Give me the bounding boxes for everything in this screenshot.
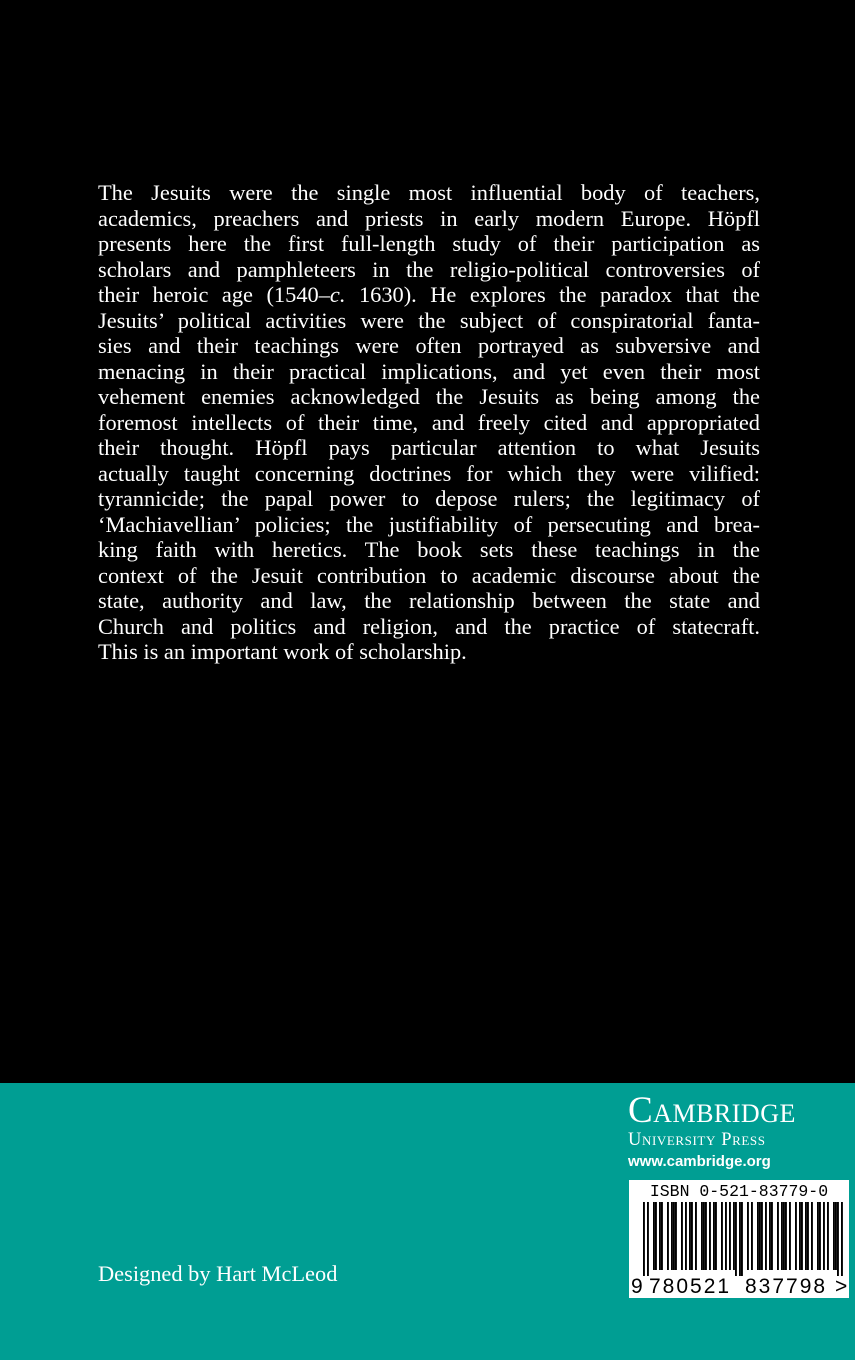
barcode-bar <box>733 1202 735 1270</box>
blurb-line: their thought. Höpfl pays particular attention to what Jesuits <box>98 435 760 460</box>
barcode-bar <box>765 1202 767 1270</box>
blurb-line: their heroic age (1540–c. 1630). He explores the paradox that the <box>98 282 760 307</box>
barcode-bar <box>805 1202 807 1270</box>
barcode-bar <box>817 1202 819 1270</box>
blurb-line: scholars and pamphleteers in the religio-political controversies of <box>98 256 760 282</box>
barcode-bar <box>703 1202 705 1270</box>
barcode-bar <box>715 1202 717 1270</box>
barcode-bar <box>795 1202 797 1270</box>
barcode-bar <box>751 1202 753 1270</box>
blurb-text <box>98 180 760 665</box>
barcode-bar <box>801 1202 803 1270</box>
barcode-bar <box>827 1202 829 1270</box>
circa-abbrev: c. <box>329 282 346 307</box>
blurb-line: vehement enemies acknowledged the Jesuits as being among the <box>98 384 760 409</box>
designer-credit: Designed by Hart McLeod <box>98 1261 338 1286</box>
barcode-bar <box>675 1202 677 1270</box>
barcode-bar <box>689 1202 691 1270</box>
publisher-name: Cambridge <box>628 1090 796 1131</box>
barcode-bar <box>777 1202 779 1270</box>
barcode-bar <box>769 1202 771 1270</box>
barcode-bar <box>647 1202 649 1276</box>
barcode-bar <box>759 1202 761 1270</box>
barcode-bar <box>799 1202 801 1270</box>
barcode-bar <box>671 1202 673 1270</box>
ean-group-1: 780521 <box>649 1275 732 1298</box>
barcode-bar <box>741 1202 743 1276</box>
barcode-bar <box>735 1202 737 1276</box>
barcode-bar <box>807 1202 809 1270</box>
barcode-bar <box>781 1202 783 1270</box>
barcode-bar <box>705 1202 707 1270</box>
barcode-bar <box>673 1202 675 1270</box>
blurb-line: context of the Jesuit contribution to academic discourse about the <box>98 562 760 588</box>
barcode-bar <box>725 1202 727 1270</box>
blurb-line: state, authority and law, the relationship between the state and <box>98 588 760 613</box>
blurb-line: presents here the first full-length study of their participation as <box>98 231 760 256</box>
isbn-barcode <box>629 1180 849 1298</box>
barcode-bar <box>819 1202 821 1270</box>
ean-quiet-mark: > <box>835 1275 848 1298</box>
blurb-line: ‘Machiavellian’ policies; the justifiability of persecuting and brea- <box>98 511 760 537</box>
barcode-bar <box>667 1202 669 1270</box>
barcode-bar <box>653 1202 655 1270</box>
barcode-bar <box>739 1202 741 1276</box>
barcode-bar <box>783 1202 785 1270</box>
barcode-bar <box>659 1202 661 1270</box>
blurb-line: The Jesuits were the single most influential body of teachers, <box>98 180 760 205</box>
blurb-line: foremost intellects of their time, and freely cited and appropriated <box>98 409 760 435</box>
barcode-bar <box>721 1202 723 1270</box>
barcode-bar <box>685 1202 687 1270</box>
blurb-line: Jesuits’ political activities were the subject of conspiratorial fanta- <box>98 307 760 333</box>
blurb-line: king faith with heretics. The book sets these teachings in the <box>98 537 760 562</box>
barcode-bar <box>747 1202 749 1270</box>
blurb-line: This is an important work of scholarship. <box>98 639 467 664</box>
publisher-subtitle: University Press <box>628 1130 766 1150</box>
barcode-bar <box>789 1202 791 1270</box>
barcode-bar <box>643 1202 645 1276</box>
barcode-bar <box>655 1202 657 1270</box>
publisher-logo <box>628 1090 850 1173</box>
ean-first-digit: 9 <box>631 1275 643 1298</box>
barcode-bar <box>835 1202 837 1270</box>
ean-group-2: 837798 <box>745 1275 828 1298</box>
barcode-bar <box>761 1202 763 1270</box>
barcode-bar <box>681 1202 683 1270</box>
barcode-bar <box>785 1202 787 1270</box>
isbn-number: ISBN 0-521-83779-0 <box>649 1182 829 1201</box>
blurb-line: sies and their teachings were often portrayed as subversive and <box>98 333 760 358</box>
barcode-bar <box>691 1202 693 1270</box>
barcode-bar <box>729 1202 731 1270</box>
barcode-bar <box>811 1202 813 1270</box>
barcode-bar <box>771 1202 773 1270</box>
blurb-line: menacing in their practical implications, and yet even their most <box>98 358 760 384</box>
barcode-bar <box>695 1202 697 1270</box>
barcode-bar <box>713 1202 715 1270</box>
barcode-bar <box>823 1202 825 1270</box>
barcode-bar <box>757 1202 759 1270</box>
blurb-line: actually taught concerning doctrines for which they were vilified: <box>98 460 760 486</box>
blurb-line: tyrannicide; the papal power to depose rulers; the legitimacy of <box>98 486 760 511</box>
publisher-url: www.cambridge.org <box>628 1153 771 1170</box>
blurb-line: Church and politics and religion, and the practice of statecraft. <box>98 613 760 639</box>
barcode-bar <box>833 1202 835 1270</box>
barcode-bar <box>661 1202 663 1270</box>
blurb-line: academics, preachers and priests in early modern Europe. Höpfl <box>98 205 760 231</box>
barcode-bar <box>709 1202 711 1270</box>
barcode-bars <box>633 1202 845 1276</box>
barcode-bar <box>701 1202 703 1270</box>
barcode-bar <box>841 1202 843 1276</box>
barcode-bar <box>837 1202 839 1276</box>
